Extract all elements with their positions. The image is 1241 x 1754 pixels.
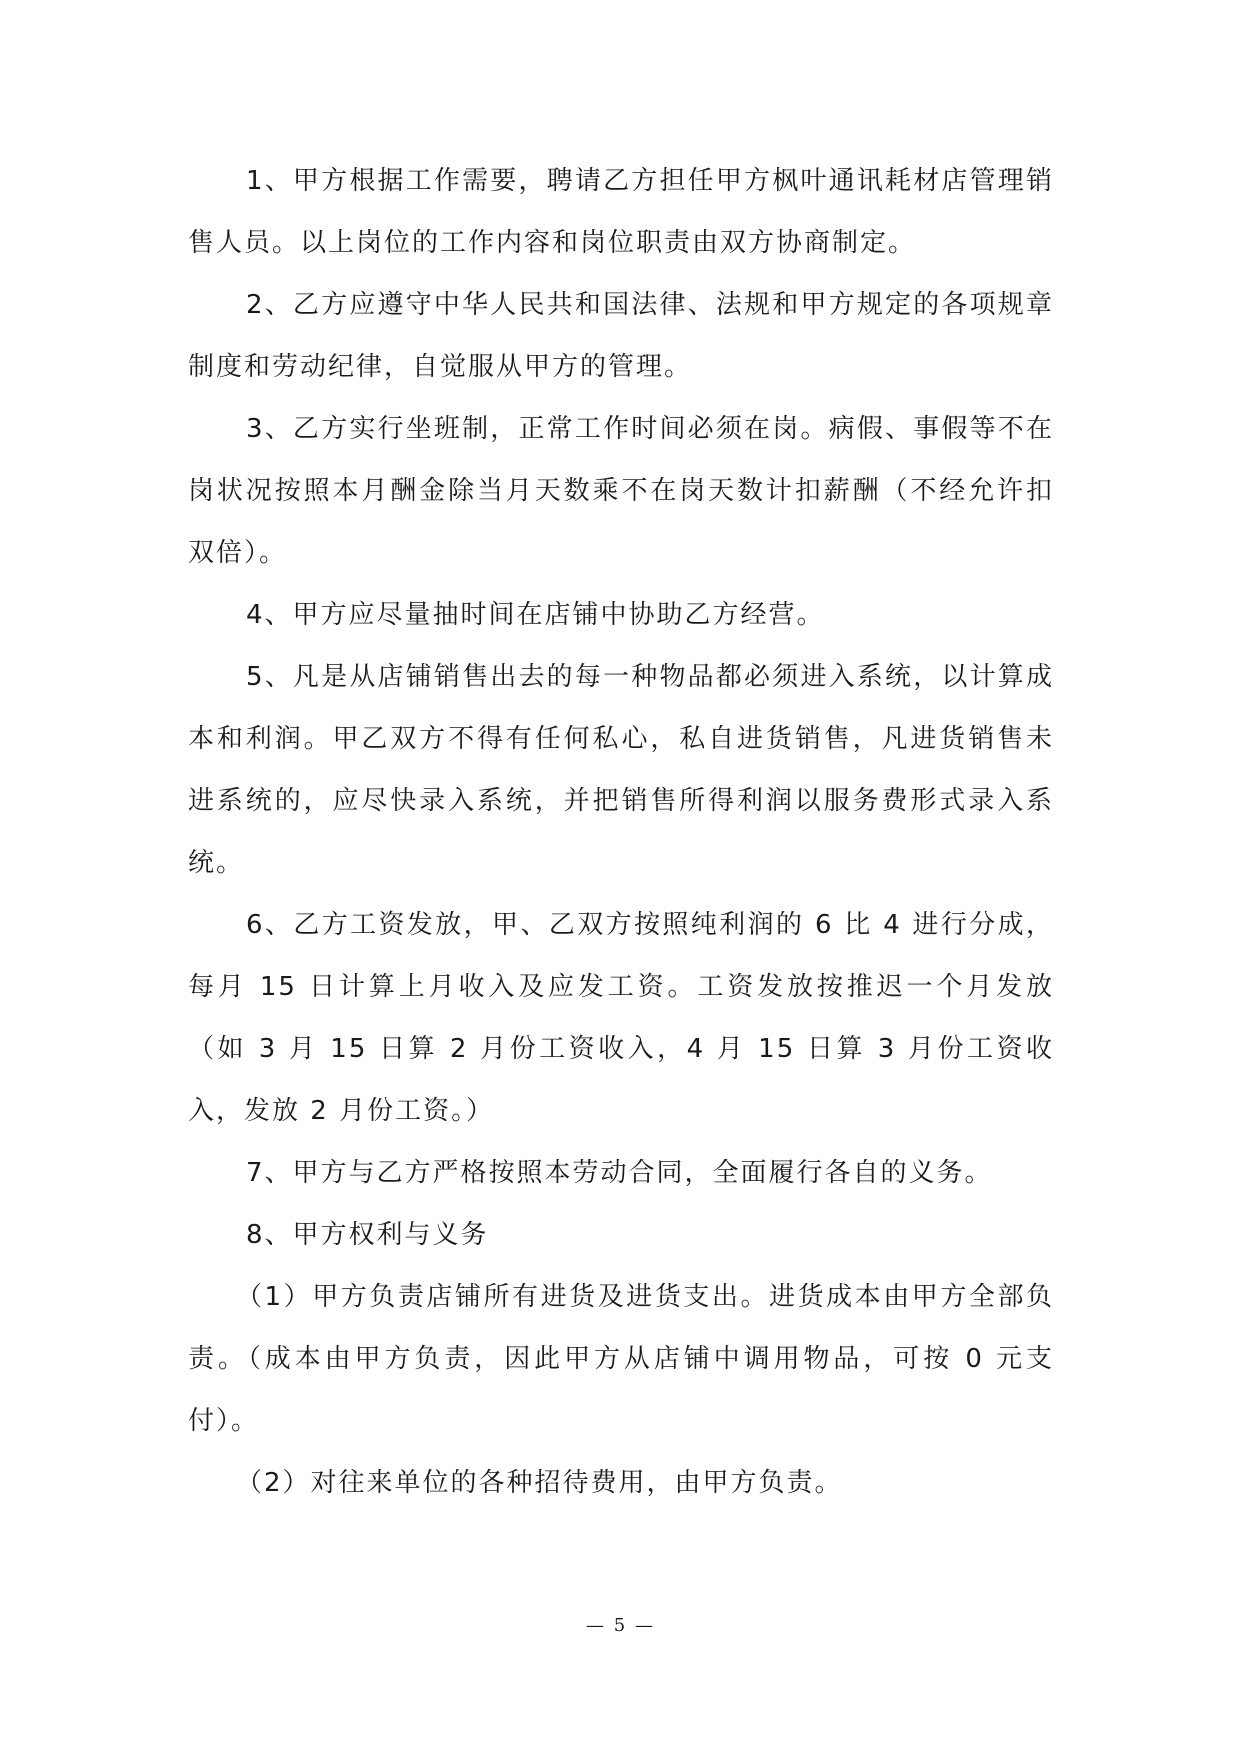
- clause-2: 2、乙方应遵守中华人民共和国法律、法规和甲方规定的各项规章制度和劳动纪律，自觉服从甲方的管理。: [188, 290, 1054, 382]
- clause-5: 5、凡是从店铺销售出去的每一种物品都必须进入系统，以计算成本和利润。甲乙双方不得有任何私心，私自进货销售，凡进货销售未进系统的，应尽快录入系统，并把销售所得利润以服务费形式录入系统。: [188, 662, 1054, 878]
- clause-1: 1、甲方根据工作需要，聘请乙方担任甲方枫叶通讯耗材店管理销售人员。以上岗位的工作内容和岗位职责由双方协商制定。: [188, 166, 1054, 258]
- clause-6: 6、乙方工资发放，甲、乙双方按照纯利润的 6 比 4 进行分成，每月 15 日计算上月收入及应发工资。工资发放按推迟一个月发放（如 3 月 15 日算 2 月份工资收入，4 月 15 日算 3 月份工资收入，发放 2 月份工资。）: [188, 910, 1054, 1126]
- page-number: — 5 —: [586, 1615, 655, 1636]
- clause-8-item-2: （2）对往来单位的各种招待费用，由甲方负责。: [236, 1468, 843, 1498]
- clause-7: 7、甲方与乙方严格按照本劳动合同，全面履行各自的义务。: [246, 1158, 993, 1188]
- clause-4: 4、甲方应尽量抽时间在店铺中协助乙方经营。: [246, 600, 825, 630]
- clause-8: 8、甲方权利与义务: [246, 1220, 489, 1250]
- clause-8-item-1: （1）甲方负责店铺所有进货及进货支出。进货成本由甲方全部负责。（成本由甲方负责，因此甲方从店铺中调用物品，可按 0 元支付）。: [188, 1282, 1054, 1436]
- clause-3: 3、乙方实行坐班制，正常工作时间必须在岗。病假、事假等不在岗状况按照本月酬金除当月天数乘不在岗天数计扣薪酬（不经允许扣双倍）。: [188, 414, 1054, 568]
- document-body: [188, 150, 1054, 1514]
